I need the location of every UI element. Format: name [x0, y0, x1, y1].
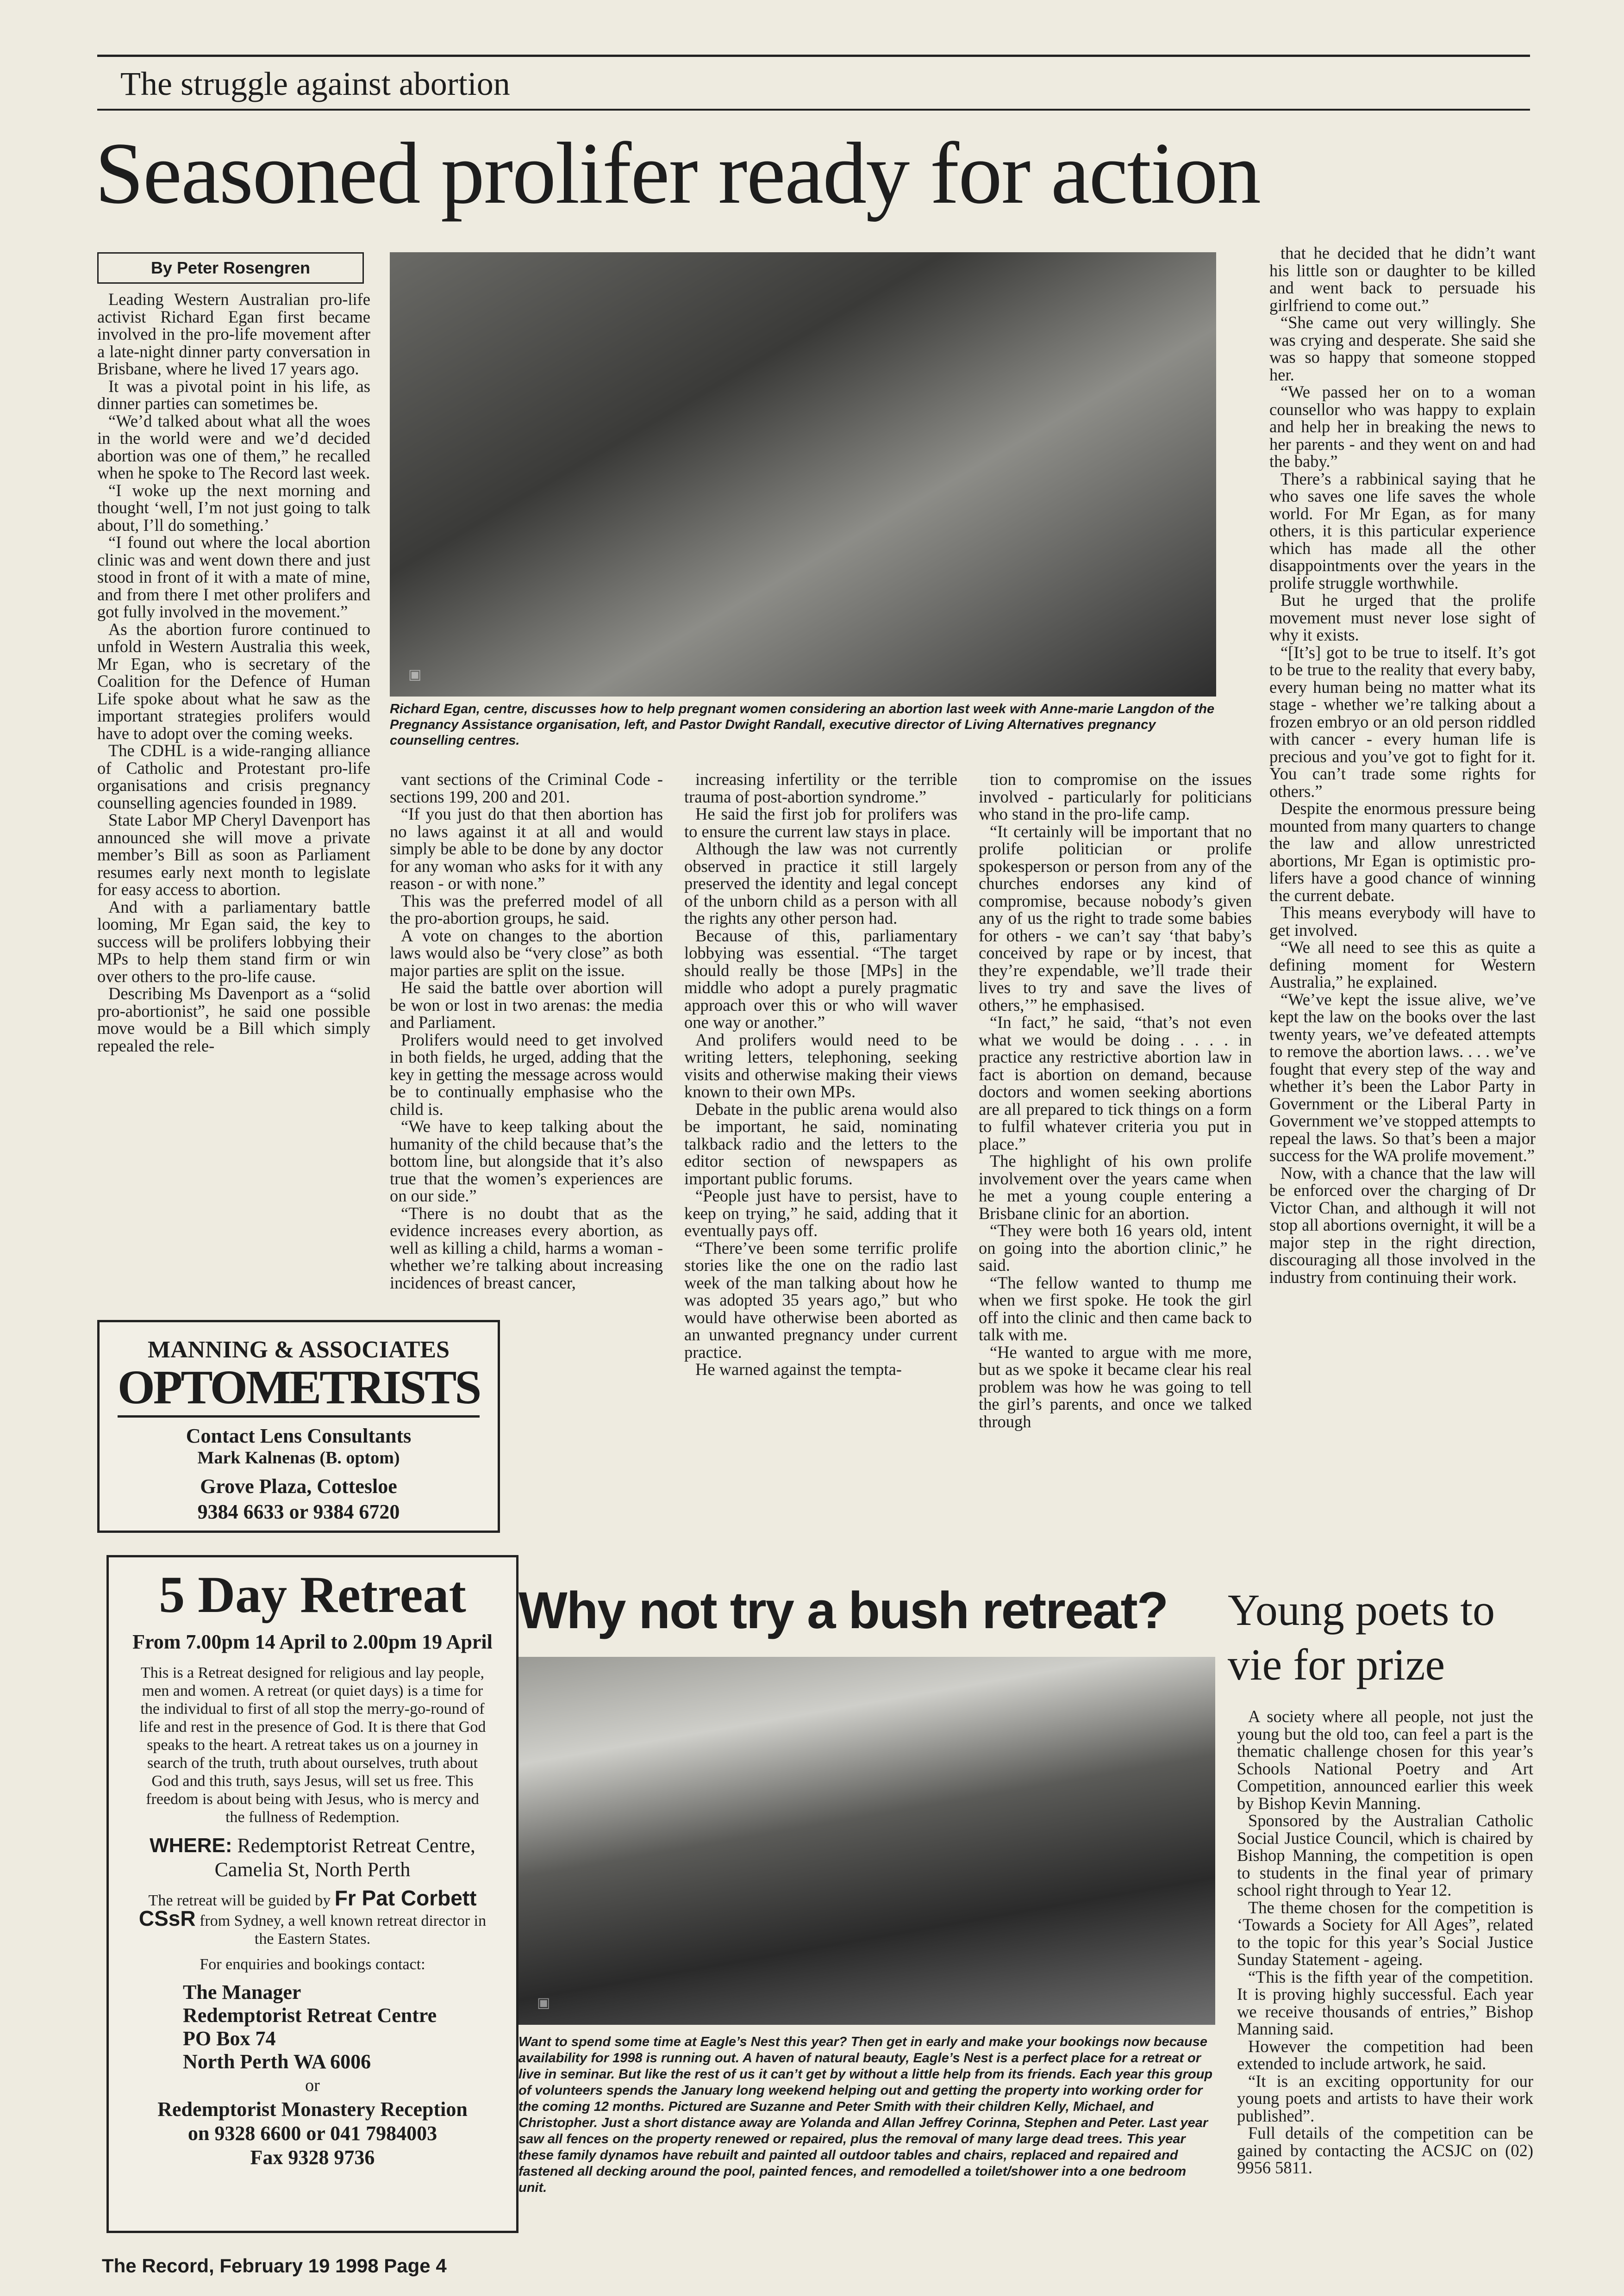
paragraph: “It certainly will be important that no prolife politician or prolife spokesperson or person from any of the churches endorses any kind of compromise, because nobody’s given any of us the right to trade some babies for others - we can’t say ‘that baby’s conceived by rape or by incest, that they’re expendable, we’ll trade their lives to try and save the lives of others,’” he emphasised.	[979, 821, 1252, 1014]
retreat-contact-line: PO Box 74	[183, 2027, 276, 2050]
bush-retreat-photo	[518, 1657, 1215, 2025]
paragraph: However the competition had been extended to include artwork, he said.	[1237, 2036, 1533, 2073]
paragraph: Full details of the competition can be gained by contacting the ACSJC on (02) 9956 5811.	[1237, 2123, 1533, 2177]
ad-phones: 9384 6633 or 9384 6720	[197, 1500, 400, 1523]
retreat-where-label: WHERE:	[150, 1834, 232, 1857]
paragraph: that he decided that he didn’t want his little son or daughter to be killed and went back to persuade his girlfriend to come out.”	[1269, 244, 1536, 315]
retreat-where	[137, 1834, 488, 1882]
paragraph: “The fellow wanted to thump me when we first spoke. He took the girl off into the clinic and then came back to talk with me.	[979, 1273, 1252, 1344]
article-column-5	[1269, 244, 1536, 1568]
paragraph: He said the first job for prolifers was to ensure the current law stays in place.	[684, 804, 957, 841]
paragraph: State Labor MP Cheryl Davenport has announced she will move a private member’s Bill as soon as Parliament resumes early next month to legislate for easy access to abortion.	[97, 810, 370, 899]
article-column-3	[684, 771, 957, 1567]
retreat-ad	[106, 1555, 518, 2233]
paragraph: This means everybody will have to get involved.	[1269, 903, 1536, 940]
poets-headline-line1: Young poets to	[1228, 1585, 1495, 1635]
retreat-guided-pre: The retreat will be guided by	[148, 1892, 331, 1909]
paragraph: A society where all people, not just the young but the old too, can feel a part is the thematic challenge chosen for this year’s Schools National Poetry and Art Competition, announced earlier this week by Bishop Kevin Manning.	[1237, 1708, 1533, 1813]
retreat-title: 5 Day Retreat	[159, 1566, 466, 1624]
paragraph: The CDHL is a wide-ranging alliance of Catholic and Protestant pro-life organisations and crisis pregnancy counselling agencies founded in 1989.	[97, 741, 370, 812]
bush-retreat-caption: Want to spend some time at Eagle’s Nest this year? Then get in early and make your bookings now because availability for 1998 is running out. A haven of natural beauty, Eagle’s Nest is a perfect place for a retreat or live in seminar. But like the rest of us it can’t get by without a little help from its friends. Each year this group of volunteers spends the January long weekend helping out and getting the property into working order for the coming 12 months. Pictured are Suzanne and Peter Smith with their children Kelly, Michael, and Christopher. Just a short distance away are Yolanda and Allan Jeffrey Corinna, Stephen and Peter. Last year saw all fences on the property renewed or repaired, plus the removal of many large dead trees. This year these family dynamos have rebuilt and painted all outdoor tables and chairs, replaced and repaired and fastened all decking around the pool, painted fences, and remodelled a toilet/shower into a one bedroom unit.	[518, 2035, 1213, 2195]
retreat-dates: From 7.00pm 14 April to 2.00pm 19 April	[132, 1630, 493, 1654]
paragraph: “We all need to see this as quite a defining moment for Western Australia,” he explained.	[1269, 938, 1536, 991]
paragraph: Now, with a chance that the law will be enforced over the charging of Dr Victor Chan, and although it will not stop all abortions overnight, it will be a major step in the right direction, discouraging all those involved in the industry from continuing their work.	[1269, 1163, 1536, 1287]
retreat-contact-line: North Perth WA 6006	[183, 2050, 371, 2073]
paragraph: Although the law was not currently observed in practice it still largely preserved the identity and legal concept of the unborn child as a person with all the rights any other person had.	[684, 839, 957, 927]
paragraph: There’s a rabbinical saying that he who saves one life saves the whole world. For Mr Egan, as for many others, it is this particular experience which has made all the other disappointments over the years in the prolife struggle worthwhile.	[1269, 469, 1536, 592]
photo-camera-icon: ▣	[537, 1995, 550, 2010]
paragraph: The theme chosen for the competition is ‘Towards a Society for All Ages”, related to the topic for this year’s Social Justice Sunday Statement - ageing.	[1237, 1898, 1533, 1969]
kicker-rule	[97, 109, 1530, 111]
retreat-guided-post: from Sydney, a well known retreat director in the Eastern States.	[200, 1912, 487, 1948]
ad-optometrists-title: OPTOMETRISTS	[118, 1363, 480, 1418]
paragraph: vant sections of the Criminal Code - sections 199, 200 and 201.	[390, 771, 663, 806]
paragraph: Sponsored by the Australian Catholic Social Justice Council, which is chaired by Bishop Manning, the competition is open to students in the final year of primary school right through to Year 12.	[1237, 1811, 1533, 1899]
paragraph: He said the battle over abortion will be won or lost in two arenas: the media and Parliament.	[390, 978, 663, 1032]
paragraph: Describing Ms Davenport as a “solid pro-abortionist”, he said one possible move would be a Bill which simply repealed the rele-	[97, 984, 370, 1055]
paragraph: “They were both 16 years old, intent on going into the abortion clinic,” he said.	[979, 1221, 1252, 1275]
paragraph: He warned against the tempta-	[695, 1360, 902, 1379]
retreat-monastery-phone: on 9328 6600 or 041 7984003	[187, 2122, 437, 2145]
paragraph: “This is the fifth year of the competition. It is proving highly successful. Each year we receive thousands of entries,” Bishop Manning said.	[1237, 1967, 1533, 2038]
paragraph: Prolifers would need to get involved in both fields, he urged, adding that the key in getting the message across would be to continually emphasise who the child is.	[390, 1030, 663, 1119]
poets-headline	[1228, 1583, 1495, 1692]
section-kicker: The struggle against abortion	[120, 65, 510, 102]
paragraph: “She came out very willingly. She was crying and desperate. She said she was so happy that someone stopped her.	[1269, 313, 1536, 384]
paragraph: “[It’s] got to be true to itself. It’s got to be true to the reality that every baby, every human being no matter what its stage - whether we’re talking about a frozen embryo or an old person riddled with cancer - every human life is precious and you’ve got to fight for it. You can’t trade some rights for others.”	[1269, 642, 1536, 801]
paragraph: “We have to keep talking about the humanity of the child because that’s the bottom line, but alongside that it’s also true that the women’s experiences are on our side.”	[390, 1117, 663, 1205]
retreat-contact-line: The Manager	[183, 1980, 301, 2004]
ad-location: Grove Plaza, Cottesloe	[200, 1475, 397, 1498]
bush-retreat-headline: Why not try a bush retreat?	[518, 1581, 1168, 1639]
retreat-enquiries: For enquiries and bookings contact:	[200, 1955, 425, 1973]
byline: By Peter Rosengren	[97, 252, 364, 284]
paragraph: “There is no doubt that as the evidence increases every abortion, as well as killing a child, harms a woman - whether we’re talking about increasing incidences of breast cancer,	[390, 1203, 663, 1292]
paragraph: Because of this, parliamentary lobbying was essential. “The target should really be those [MPs] in the middle who adopt a purely pragmatic approach over this or who will waver one way or another.”	[684, 926, 957, 1032]
article-column-4	[979, 771, 1252, 1567]
retreat-contact-line: Redemptorist Retreat Centre	[183, 2004, 437, 2027]
paragraph: tion to compromise on the issues involved - particularly for politicians who stand in the pro-life camp.	[979, 771, 1252, 823]
paragraph: It was a pivotal point in his life, as dinner parties can sometimes be.	[97, 376, 370, 413]
paragraph: A vote on changes to the abortion laws would also be “very close” as both major parties are split on the issue.	[390, 926, 663, 980]
paragraph: Despite the enormous pressure being mounted from many quarters to change the law and allow unrestricted abortions, Mr Egan is optimistic pro-lifers have a good chance of winning the current debate.	[1269, 799, 1536, 905]
retreat-monastery: Redemptorist Monastery Reception	[157, 2097, 468, 2121]
retreat-guided-name: Fr Pat Corbett CSsR	[138, 1885, 477, 1930]
paragraph: Leading Western Australian pro-life activist Richard Egan first became involved in the pro-life movement after a late-night dinner party conversation in Brisbane, where he lived 17 years ago.	[97, 291, 370, 378]
paragraph: increasing infertility or the terrible trauma of post-abortion syndrome.”	[684, 771, 957, 806]
optometrists-ad	[97, 1320, 500, 1533]
paragraph: And prolifers would need to be writing letters, telephoning, seeking visits and otherwise making their views known to their own MPs.	[684, 1030, 957, 1101]
paragraph: “I woke up the next morning and thought ‘well, I’m not just going to talk about, I’ll do something.’	[97, 480, 370, 535]
paragraph: “If you just do that then abortion has no laws against it at all and would simply be able to be done by any doctor for any woman who asks for it with any reason - or with none.”	[390, 804, 663, 893]
paragraph: As the abortion furore continued to unfold in Western Australia this week, Mr Egan, who is secretary of the Coalition for the Defence of Human Life spoke about what he saw as the important strategies prolifers would have to adopt over the coming weeks.	[97, 619, 370, 743]
paragraph: And with a parliamentary battle looming, Mr Egan said, the key to success will be prolifers lobbying their MPs to help them stand firm or win over others to the pro-life cause.	[97, 897, 370, 986]
poets-article	[1237, 1708, 1533, 2254]
paragraph: “He wanted to argue with me more, but as we spoke it became clear his real problem was how he was going to tell the girl’s parents, and once we talked through	[979, 1342, 1252, 1431]
article-headline: Seasoned prolifer ready for action	[95, 125, 1261, 222]
article-column-1	[97, 291, 370, 1307]
top-rule	[97, 55, 1530, 57]
retreat-body: This is a Retreat designed for religious and lay people, men and women. A retreat (or quiet days) is a time for the individual to first of all stop the merry-go-round of life and rest in the presence of God. It is there that God speaks to the heart. A retreat takes us on a journey in search of the truth, truth about ourselves, truth about God and this truth, says Jesus, will set us free. This freedom is about being with Jesus, who is mercy and the fullness of Redemption.	[139, 1664, 486, 1826]
article-photo	[390, 252, 1216, 697]
paragraph: The highlight of his own prolife involvement over the years came when he met a young couple entering a Brisbane clinic for an abortion.	[979, 1151, 1252, 1223]
retreat-where-text: Redemptorist Retreat Centre, Camelia St, North Perth	[214, 1834, 475, 1881]
paragraph: “It is an exciting opportunity for our young poets and artists to have their work published”.	[1237, 2071, 1533, 2125]
page-footer: The Record, February 19 1998 Page 4	[102, 2255, 447, 2277]
paragraph: “We passed her on to a woman counsellor who was happy to explain and help her in breaking the news to her parents - and they went on and had the baby.”	[1269, 382, 1536, 471]
photo-caption: Richard Egan, centre, discusses how to help pregnant women considering an abortion last week with Anne-marie Langdon of the Pregnancy Assistance organisation, left, and Pastor Dwight Randall, executive director of Living Alternatives pregnancy counselling centres.	[390, 702, 1215, 748]
ad-tagline: Contact Lens Consultants	[186, 1425, 412, 1447]
retreat-or: or	[305, 2075, 320, 2095]
poets-headline-line2: vie for prize	[1228, 1640, 1445, 1689]
paragraph: “We’ve kept the issue alive, we’ve kept the law on the books over the last twenty years, we’ve defeated attempts to remove the abortion laws. . . . we’ve fought that every step of the way and whether it’s been the Labor Party in Government or the Liberal Party in Government we’ve stopped attempts to repeal the laws. So that’s been a major success for the WA prolife movement.”	[1269, 989, 1536, 1165]
paragraph: Debate in the public arena would also be important, he said, nominating talkback radio and the letters to the editor section of newspapers as important public forums.	[684, 1099, 957, 1188]
retreat-guided	[137, 1885, 488, 1948]
paragraph: “We’d talked about what all the woes in the world were and we’d decided abortion was one of them,” he recalled when he spoke to The Record last week.	[97, 411, 370, 482]
paragraph: But he urged that the prolife movement must never lose sight of why it exists.	[1269, 591, 1536, 644]
paragraph: “People just have to persist, have to keep on trying,” he said, adding that it eventually pays off.	[684, 1186, 957, 1240]
ad-company-name: MANNING & ASSOCIATES	[147, 1337, 450, 1363]
ad-person: Mark Kalnenas (B. optom)	[197, 1448, 400, 1468]
paragraph: “There’ve been some terrific prolife stories like the one on the radio last week of the man talking about how he was adopted 35 years ago,” but who would have otherwise been aborted as an unwanted pregnancy under current practice.	[684, 1238, 957, 1362]
retreat-contact	[183, 1981, 516, 2073]
paragraph: “In fact,” he said, “that’s not even what we would be doing . . . . in practice any restrictive abortion law in fact is abortion on demand, because doctors and women seeking abortions are all prepared to tick things on a form to fulfil whatever criteria you put in place.”	[979, 1013, 1252, 1153]
paragraph: “I found out where the local abortion clinic was and went down there and just stood in front of it with a mate of mine, and from there I met other prolifers and got fully involved in the movement.”	[97, 533, 370, 621]
retreat-fax: Fax 9328 9736	[250, 2146, 375, 2169]
photo-camera-icon: ▣	[408, 667, 422, 682]
paragraph: This was the preferred model of all the pro-abortion groups, he said.	[390, 891, 663, 927]
